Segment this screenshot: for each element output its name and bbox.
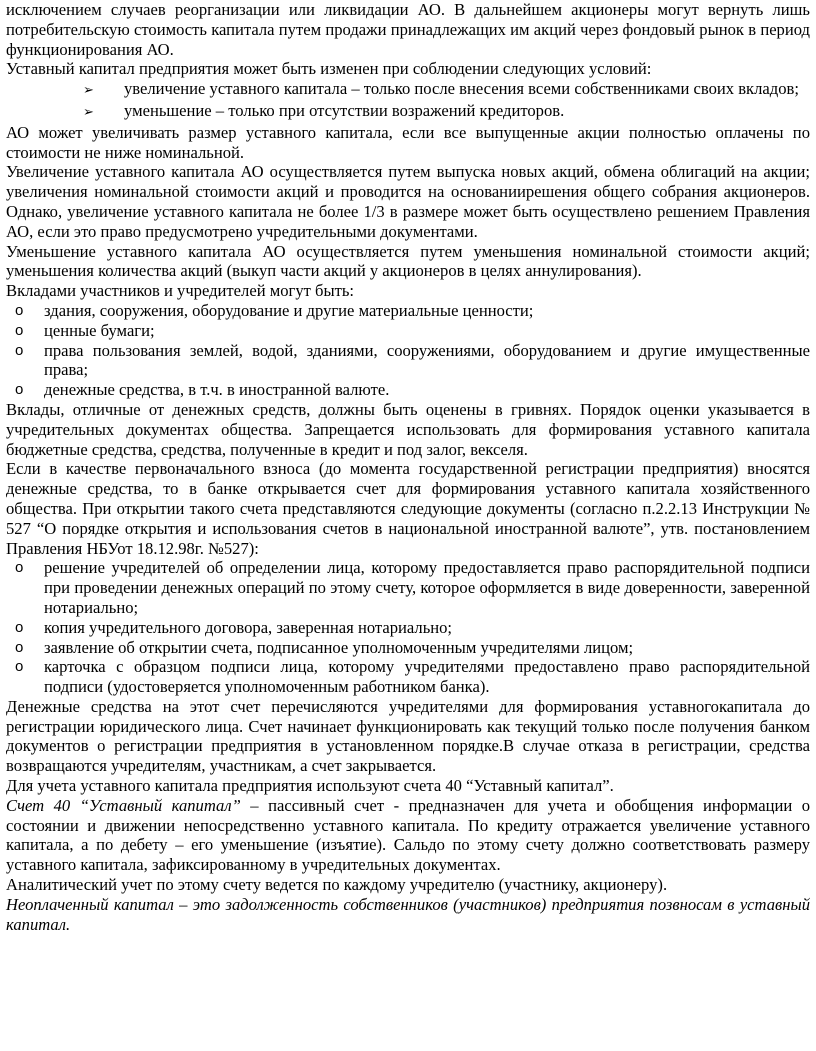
- paragraph-change-conditions: Уставный капитал предприятия может быть изменен при соблюдении следующих условий:: [6, 59, 652, 79]
- list-item: o права пользования землей, водой, зданиями, сооружениями, оборудованием и другие имущественные права;: [15, 340, 810, 380]
- paragraph-unpaid-capital: Неоплаченный капитал – это задолженность собственников (участников) предприятия позвносам в уставный капитал.: [6, 894, 810, 934]
- list-item: o денежные средства, в т.ч. в иностранной валюте.: [15, 380, 390, 400]
- paragraph-account-funds: Денежные средства на этот счет перечисляются учредителями для формирования уставногокапитала до регистрации юридического лица. Счет начинает функционировать как текущий только после получения банком документов о регистрации предприятия в установленном порядке.В случае отказа в регистрации, средства возвращаются учредителям, участникам, а счет закрывается.: [6, 696, 810, 776]
- paragraph-increase-allowed: АО может увеличивать размер уставного капитала, если все выпущенные акции полностью оплачены по стоимости не ниже номинальной.: [6, 122, 810, 162]
- circle-bullet-icon: o: [15, 321, 24, 339]
- circle-bullet-icon: o: [15, 618, 24, 636]
- account-40-term: Счет 40 “Уставный капитал”: [6, 795, 241, 815]
- paragraph-account-40-description: Счет 40 “Уставный капитал” – пассивный счет - предназначен для учета и обобщения информации о состоянии и движении непосредственно уставного капитала. По кредиту отражается увеличение уставного капитала, а по дебету – его уменьшение (изъятие). Сальдо по этому счету должно соответствовать размеру уставного капитала, зафиксированному в учредительных документах.: [6, 795, 810, 875]
- condition-text: увеличение уставного капитала – только после внесения всеми собственниками своих вкладов;: [124, 79, 799, 99]
- list-item: o заявление об открытии счета, подписанное уполномоченным учредителями лицом;: [15, 637, 634, 657]
- circle-bullet-icon: o: [15, 341, 24, 359]
- list-item: o копия учредительного договора, заверенная нотариально;: [15, 617, 453, 637]
- condition-decrease: [6, 101, 810, 123]
- condition-increase: [6, 79, 810, 101]
- contributions-list: [6, 301, 810, 400]
- circle-bullet-icon: o: [15, 658, 24, 676]
- list-item: o карточка с образцом подписи лица, которому учредителями предоставлено право распорядительной подписи (удостоверяется уполномоченным работником банка).: [15, 657, 810, 697]
- circle-bullet-icon: o: [15, 301, 24, 319]
- circle-bullet-icon: o: [15, 381, 24, 399]
- paragraph-decrease-methods: Уменьшение уставного капитала АО осуществляется путем уменьшения номинальной стоимости акций; уменьшения количества акций (выкуп части акций у акционеров в целях аннулирования).: [6, 241, 810, 281]
- paragraph-bank-account: Если в качестве первоначального взноса (до момента государственной регистрации предприятия) вносятся денежные средства, то в банке открывается счет для формирования уставного капитала хозяйственного общества. При открытии такого счета представляются следующие документы (согласно п.2.2.13 Инструкции № 527 “О порядке открытия и использования счетов в национальной иностранной валюте”, утв. постановлением Правления НБУот 18.12.98г. №527):: [6, 459, 810, 558]
- list-item: o здания, сооружения, оборудование и другие материальные ценности;: [15, 300, 534, 320]
- list-item: o ценные бумаги;: [15, 320, 155, 340]
- paragraph-valuation: Вклады, отличные от денежных средств, должны быть оценены в гривнях. Порядок оценки указывается в учредительных документах общества. Запрещается использовать для формирования уставного капитала бюджетные средства, средства, полученные в кредит и под залог, векселя.: [6, 399, 810, 459]
- condition-text: уменьшение – только при отсутствии возражений кредиторов.: [124, 100, 565, 120]
- paragraph-account-40: Для учета уставного капитала предприятия используют счета 40 “Уставный капитал”.: [6, 776, 614, 796]
- paragraph-reorganization: исключением случаев реорганизации или ликвидации АО. В дальнейшем акционеры могут вернуть лишь потребительскую стоимость капитала путем продажи принадлежащих им акций через фондовый рынок в период функционирования АО.: [6, 0, 810, 59]
- paragraph-increase-methods: Увеличение уставного капитала АО осуществляется путем выпуска новых акций, обмена облигаций на акции; увеличения номинальной стоимости акций и проводится на основаниирешения общего собрания акционеров. Однако, увеличение уставного капитала не более 1/3 в размере может быть осуществлено решением Правления АО, если это право предусмотрено учредительными документами.: [6, 162, 810, 241]
- circle-bullet-icon: o: [15, 638, 24, 656]
- circle-bullet-icon: o: [15, 559, 24, 577]
- paragraph-contributions-intro: Вкладами участников и учредителей могут быть:: [6, 281, 355, 301]
- documents-list: [6, 558, 810, 697]
- arrow-bullet-icon: ➢: [83, 83, 94, 99]
- paragraph-analytical-accounting: Аналитический учет по этому счету ведется по каждому учредителю (участнику, акционеру).: [6, 875, 668, 895]
- list-item: o решение учредителей об определении лица, которому предоставляется право распорядительной подписи при проведении денежных операций по этому счету, которое оформляется в виде доверенности, заверенной нотариально;: [15, 558, 810, 617]
- arrow-bullet-icon: ➢: [83, 104, 94, 120]
